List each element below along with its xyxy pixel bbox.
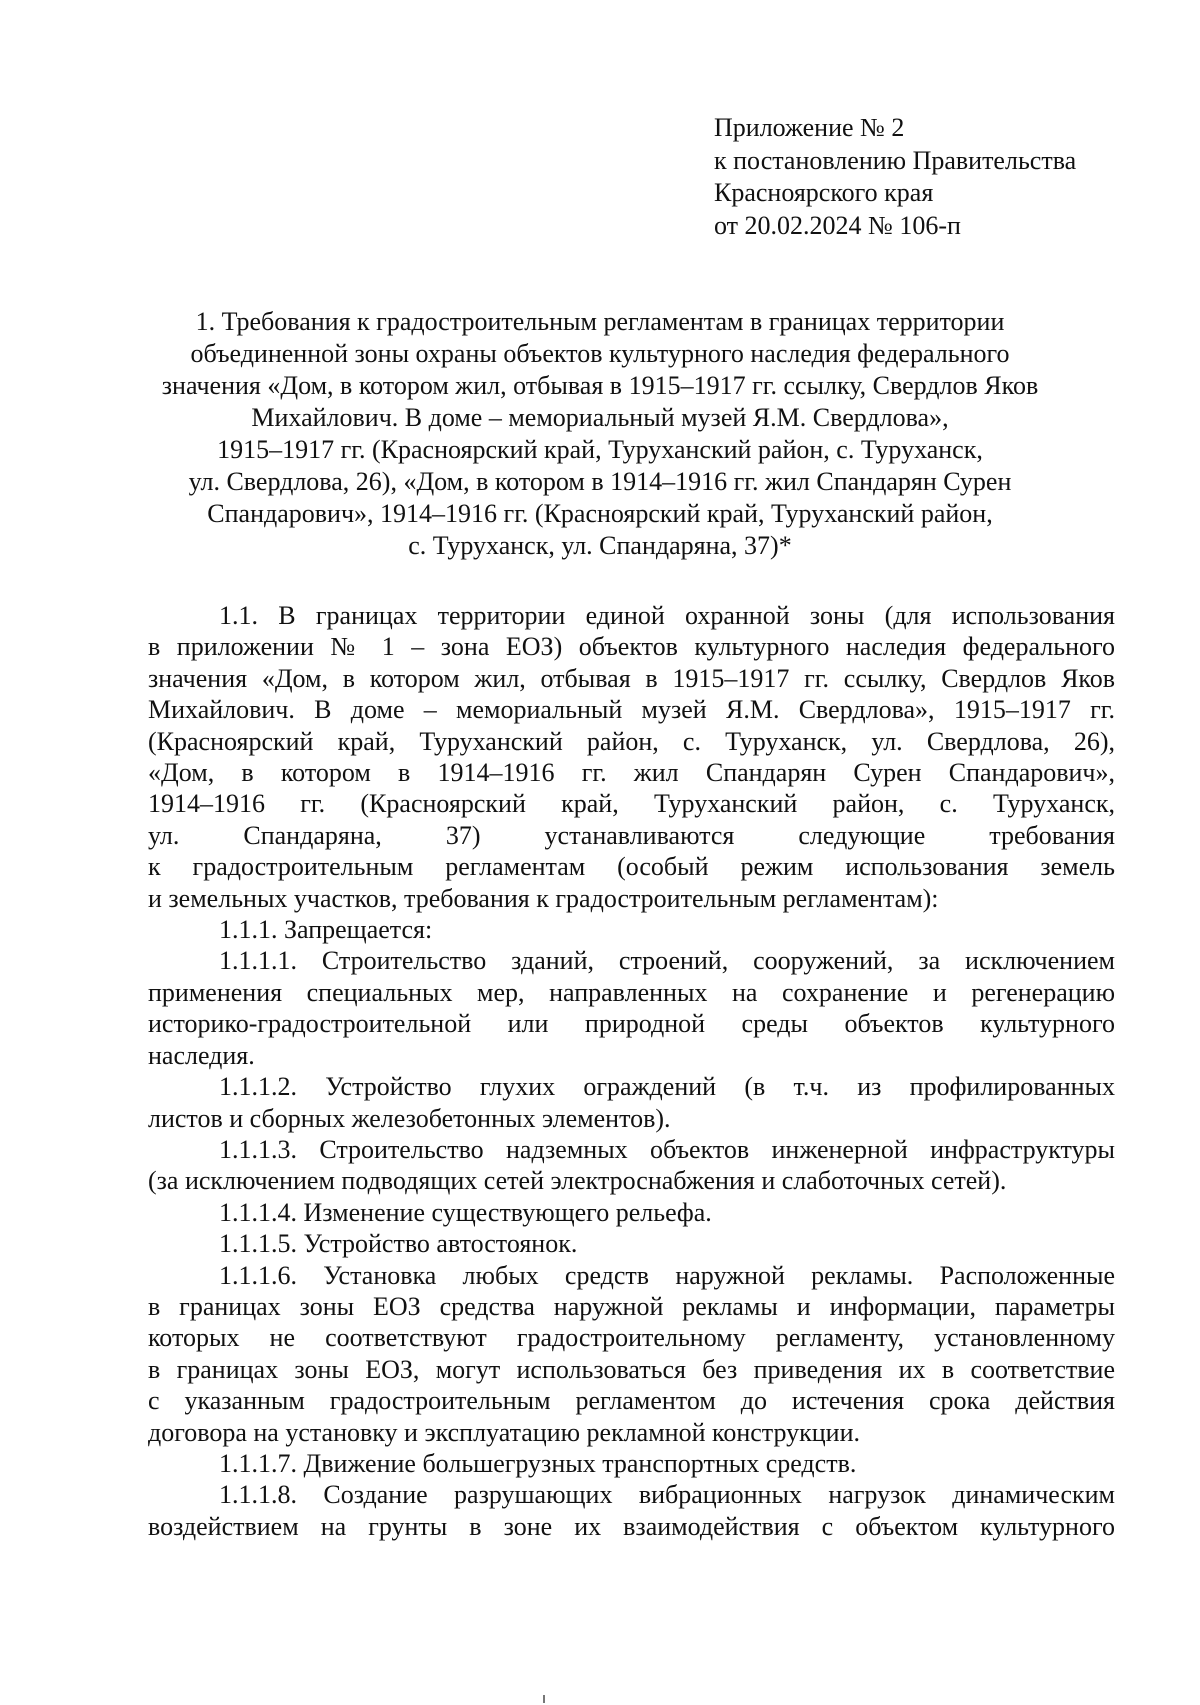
clause-1-1-1-line: 1.1.1. Запрещается: — [219, 915, 433, 945]
title-line: Спандарович», 1914–1916 гг. (Красноярский край, Туруханский район, — [207, 499, 993, 528]
appendix-note — [714, 112, 1076, 242]
clause-1-1-1-5-line: 1.1.1.5. Устройство автостоянок. — [219, 1229, 578, 1259]
clause-1-1-1-8-line: воздействием на грунты в зоне их взаимодействия с объектом культурного — [148, 1511, 1115, 1541]
clause-1-1-1-7-line: 1.1.1.7. Движение большегрузных транспортных средств. — [219, 1448, 857, 1478]
title-line: с. Туруханск, ул. Спандаряна, 37)* — [408, 531, 792, 560]
paragraph-1-1-line: в приложении № 1 – зона ЕОЗ) объектов культурного наследия федерального — [148, 632, 1115, 662]
paragraph-1-1-line: 1.1. В границах территории единой охранной зоны (для использования — [219, 601, 1115, 630]
clause-1-1-1-1-line: историко-градостроительной или природной среды объектов культурного — [148, 1009, 1115, 1039]
clause-1-1-1-2-line: 1.1.1.2. Устройство глухих ограждений (в т.ч. из профилированных — [219, 1072, 1115, 1102]
title-line: ул. Свердлова, 26), «Дом, в котором в 1914–1916 гг. жил Спандарян Сурен — [188, 467, 1012, 496]
paragraph-1-1-line: 1914–1916 гг. (Красноярский край, Туруханский район, с. Туруханск, — [148, 789, 1115, 819]
clause-1-1-1-6-line: 1.1.1.6. Установка любых средств наружной рекламы. Расположенные — [219, 1260, 1115, 1290]
paragraph-1-1-line: «Дом, в котором в 1914–1916 гг. жил Спандарян Сурен Спандарович», — [148, 758, 1115, 788]
clause-1-1-1-6-line: в границах зоны ЕОЗ средства наружной рекламы и информации, параметры — [148, 1291, 1115, 1321]
clause-1-1-1-1-line: 1.1.1.1. Строительство зданий, строений, сооружений, за исключением — [219, 946, 1115, 976]
section-title — [140, 306, 1060, 562]
document-body — [148, 600, 1115, 1542]
clause-1-1-1-3-line: (за исключением подводящих сетей электроснабжения и слаботочных сетей). — [148, 1166, 1007, 1196]
clause-1-1-1-1-line: применения специальных мер, направленных на сохранение и регенерацию — [148, 977, 1115, 1007]
paragraph-1-1-line: и земельных участков, требования к градостроительным регламентам): — [148, 883, 939, 913]
clause-1-1-1-2-line: листов и сборных железобетонных элементов). — [148, 1103, 671, 1133]
clause-1-1-1-6-line: договора на установку и эксплуатацию рекламной конструкции. — [148, 1417, 860, 1447]
title-line: 1915–1917 гг. (Красноярский край, Туруханский район, с. Туруханск, — [217, 435, 983, 464]
clause-1-1-1-3-line: 1.1.1.3. Строительство надземных объектов инженерной инфраструктуры — [219, 1134, 1115, 1164]
title-line: Михайлович. В доме – мемориальный музей Я.М. Свердлова», — [251, 403, 949, 432]
paragraph-1-1-line: к градостроительным регламентам (особый режим использования земель — [148, 852, 1115, 882]
appendix-line-4: от 20.02.2024 № 106-п — [714, 210, 961, 240]
paragraph-1-1-line: Михайлович. В доме – мемориальный музей Я.М. Свердлова», 1915–1917 гг. — [148, 695, 1115, 725]
appendix-line-1: Приложение № 2 — [714, 113, 905, 142]
appendix-line-3: Красноярского края — [714, 178, 934, 207]
title-line: значения «Дом, в котором жил, отбывая в 1915–1917 гг. ссылку, Свердлов Яков — [161, 371, 1039, 400]
paragraph-1-1-line: (Красноярский край, Туруханский район, с. Туруханск, ул. Свердлова, 26), — [148, 726, 1115, 756]
clause-1-1-1-6-line: в границах зоны ЕОЗ, могут использоваться без приведения их в соответствие — [148, 1354, 1115, 1384]
paragraph-1-1-line: ул. Спандаряна, 37) устанавливаются следующие требования — [148, 820, 1115, 850]
clause-1-1-1-8-line: 1.1.1.8. Создание разрушающих вибрационных нагрузок динамическим — [219, 1480, 1115, 1510]
clause-1-1-1-6-line: которых не соответствуют градостроительному регламенту, установленному — [148, 1323, 1115, 1353]
title-line: 1. Требования к градостроительным регламентам в границах территории — [195, 307, 1005, 336]
appendix-line-2: к постановлению Правительства — [714, 145, 1077, 175]
clause-1-1-1-4-line: 1.1.1.4. Изменение существующего рельефа. — [219, 1197, 712, 1227]
clause-1-1-1-1-line: наследия. — [148, 1040, 255, 1070]
scan-mark — [543, 1695, 545, 1703]
clause-1-1-1-6-line: с указанным градостроительным регламентом до истечения срока действия — [148, 1386, 1115, 1416]
title-line: объединенной зоны охраны объектов культурного наследия федерального — [190, 339, 1010, 368]
paragraph-1-1-line: значения «Дом, в котором жил, отбывая в 1915–1917 гг. ссылку, Свердлов Яков — [148, 663, 1115, 693]
